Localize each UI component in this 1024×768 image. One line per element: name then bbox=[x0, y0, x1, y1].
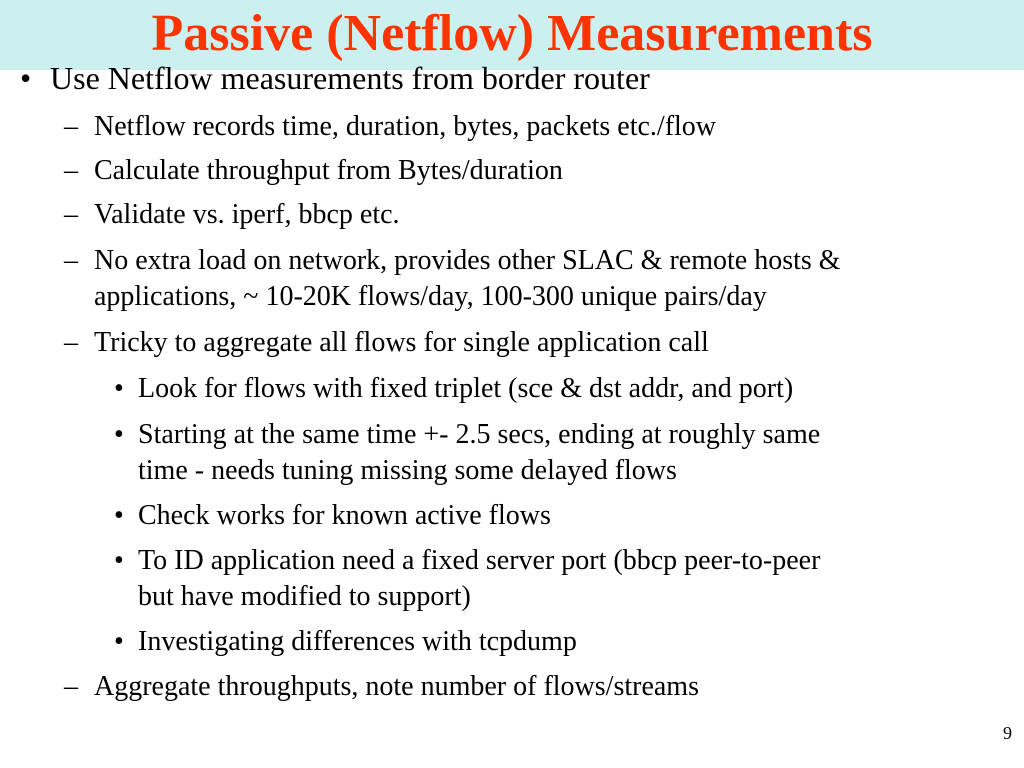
slide-title: Passive (Netflow) Measurements bbox=[151, 5, 873, 62]
sub-sub-bullet-marker: • bbox=[114, 373, 124, 404]
sub-bullet-marker: – bbox=[64, 155, 78, 186]
sub-sub-bullet-text: To ID application need a fixed server port (bbcp peer-to-peer bbox=[138, 545, 821, 576]
sub-bullet-text-continued: applications, ~ 10-20K flows/day, 100-300 unique pairs/day bbox=[94, 281, 767, 312]
sub-bullet-item bbox=[0, 198, 1024, 232]
sub-bullet-item bbox=[0, 670, 1024, 704]
sub-bullet-text: Validate vs. iperf, bbcp etc. bbox=[94, 199, 400, 230]
sub-bullet-marker: – bbox=[64, 671, 78, 702]
sub-bullet-text: No extra load on network, provides other SLAC & remote hosts & bbox=[94, 245, 841, 276]
sub-bullet-text: Netflow records time, duration, bytes, packets etc./flow bbox=[94, 111, 717, 142]
bullet-marker: • bbox=[20, 60, 32, 96]
bullet-item bbox=[0, 60, 1024, 96]
page-number: 9 bbox=[1003, 723, 1012, 743]
sub-sub-bullet-item bbox=[0, 372, 1024, 406]
sub-sub-bullet-item bbox=[0, 544, 1024, 614]
sub-sub-bullet-marker: • bbox=[114, 626, 124, 657]
sub-bullet-marker: – bbox=[64, 327, 78, 358]
sub-bullet-text: Calculate throughput from Bytes/duration bbox=[94, 155, 563, 186]
sub-sub-bullet-text-continued: but have modified to support) bbox=[138, 581, 471, 612]
sub-bullet-item bbox=[0, 110, 1024, 144]
sub-sub-bullet-item bbox=[0, 625, 1024, 659]
bullet-text: Use Netflow measurements from border router bbox=[50, 60, 650, 96]
sub-sub-bullet-text: Investigating differences with tcpdump bbox=[138, 626, 577, 657]
sub-sub-bullet-text: Look for flows with fixed triplet (sce & dst addr, and port) bbox=[138, 373, 794, 404]
sub-sub-bullet-item bbox=[0, 499, 1024, 533]
sub-sub-bullet-text: Check works for known active flows bbox=[138, 500, 551, 531]
sub-sub-bullet-text: Starting at the same time +- 2.5 secs, ending at roughly same bbox=[138, 419, 821, 450]
sub-bullet-text: Tricky to aggregate all flows for single application call bbox=[94, 327, 709, 358]
sub-bullet-item bbox=[0, 244, 1024, 314]
sub-bullet-item bbox=[0, 154, 1024, 188]
sub-sub-bullet-marker: • bbox=[114, 419, 124, 450]
sub-bullet-item bbox=[0, 326, 1024, 360]
sub-bullet-marker: – bbox=[64, 111, 78, 142]
sub-sub-bullet-marker: • bbox=[114, 500, 124, 531]
sub-sub-bullet-text-continued: time - needs tuning missing some delayed flows bbox=[138, 455, 677, 486]
sub-sub-bullet-item bbox=[0, 418, 1024, 488]
sub-bullet-marker: – bbox=[64, 245, 78, 276]
sub-bullet-text: Aggregate throughputs, note number of flows/streams bbox=[94, 671, 699, 702]
sub-bullet-marker: – bbox=[64, 199, 78, 230]
sub-sub-bullet-marker: • bbox=[114, 545, 124, 576]
